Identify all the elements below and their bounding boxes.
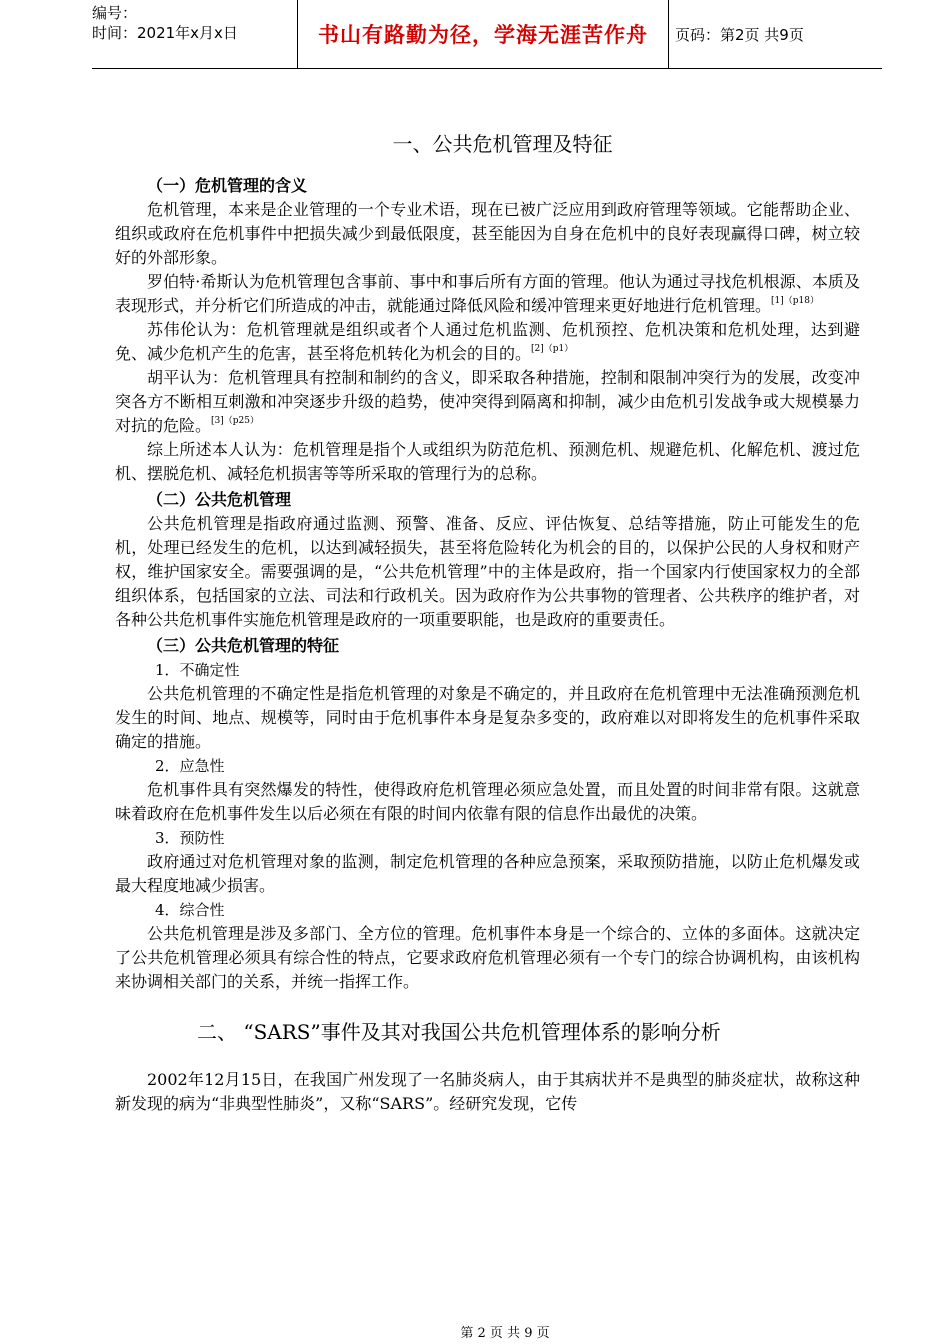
feature-label-3: 3．预防性 <box>155 829 225 847</box>
page-footer: 第 2 页 共 9 页 <box>460 1326 550 1341</box>
sub1-paragraph-1: 危机管理，本来是企业管理的一个专业术语，现在已被广泛应用到政府管理等领域。它能帮助企业、组织或政府在危机事件中把损失减少到最低限度，甚至能因为自身在危机中的良好表现赢得口碑，树立较好的外部形象。 <box>115 200 860 267</box>
page-header <box>92 0 882 69</box>
feature-label-2: 2．应急性 <box>155 757 225 775</box>
section2-paragraph-1: 2002年12月15日，在我国广州发现了一名肺炎病人，由于其病状并不是典型的肺炎症状，故称这种新发现的病为“非典型性肺炎”，又称“SARS”。经研究发现，它传 <box>115 1070 860 1113</box>
citation: [2]（p1） <box>531 344 574 354</box>
feature-text-1: 公共危机管理的不确定性是指危机管理的对象是不确定的，并且政府在危机管理中无法准确预测危机发生的时间、地点、规模等，同时由于危机事件本身是复杂多变的，政府难以对即将发生的危机事件采取确定的措施。 <box>115 684 860 751</box>
time-label: 时间：2021年x月x日 <box>92 24 238 42</box>
sub2-heading: （二）公共危机管理 <box>147 490 292 509</box>
number-label: 编号： <box>92 4 138 22</box>
sub2-paragraph-1: 公共危机管理是指政府通过监测、预警、准备、反应、评估恢复、总结等措施，防止可能发生的危机，处理已经发生的危机，以达到减轻损失，甚至将危险转化为机会的目的，以保护公民的人身权和财产权，维护国家安全。需要强调的是，“公共危机管理”中的主体是政府，指一个国家内行使国家权力的全部组织体系，包括国家的立法、司法和行政机关。因为政府作为公共事物的管理者、公共秩序的维护者，对各种公共危机事件实施危机管理是政府的一项重要职能，也是政府的重要责任。 <box>115 514 860 629</box>
sub1-paragraph-3: 苏伟伦认为：危机管理就是组织或者个人通过危机监测、危机预控、危机决策和危机处理，达到避免、减少危机产生的危害，甚至将危机转化为机会的目的。$^{[2](p1)}$ <box>115 320 860 363</box>
feature-label-1: 1．不确定性 <box>155 661 240 679</box>
header-motto-cell <box>297 0 669 68</box>
citation: [3]（p25） <box>211 416 259 426</box>
header-meta <box>92 0 292 71</box>
sub1-paragraph-2: 罗伯特·希斯认为危机管理包含事前、事中和事后所有方面的管理。他认为通过寻找危机根源、本质及表现形式，并分析它们所造成的冲击，就能通过降低风险和缓冲管理来更好地进行危机管理。$^{[1](p18)}$ <box>115 272 860 315</box>
header-motto: 书山有路勤为径，学海无涯苦作舟 <box>318 23 648 47</box>
document-body <box>115 130 860 1116</box>
sub1-paragraph-5: 综上所述本人认为：危机管理是指个人或组织为防范危机、预测危机、规避危机、化解危机、渡过危机、摆脱危机、减轻危机损害等等所采取的管理行为的总称。 <box>115 440 860 483</box>
sub1-paragraph-4: 胡平认为：危机管理具有控制和制约的含义，即采取各种措施，控制和限制冲突行为的发展，改变冲突各方不断相互刺激和冲突逐步升级的趋势，使冲突得到隔离和抑制，减少由危机引发战争或大规模暴力对抗的危险。$^{[3](p25)}$ <box>115 368 860 435</box>
feature-text-4: 公共危机管理是涉及多部门、全方位的管理。危机事件本身是一个综合的、立体的多面体。这就决定了公共危机管理必须具有综合性的特点，它要求政府危机管理必须有一个专门的综合协调机构，由该机构来协调相关部门的关系，并统一指挥工作。 <box>115 924 860 991</box>
section2-title: 二、 “SARS”事件及其对我国公共危机管理体系的影响分析 <box>197 1020 721 1044</box>
feature-label-4: 4．综合性 <box>155 901 225 919</box>
sub1-heading: （一）危机管理的含义 <box>147 176 308 195</box>
section1-title: 一、公共危机管理及特征 <box>392 132 613 156</box>
citation: [1]（p18） <box>771 296 819 306</box>
sub3-heading: （三）公共危机管理的特征 <box>147 636 340 655</box>
feature-text-2: 危机事件具有突然爆发的特性，使得政府危机管理必须应急处置，而且处置的时间非常有限。这就意味着政府在危机事件发生以后必须在有限的时间内依靠有限的信息作出最优的决策。 <box>115 780 860 823</box>
page-label: 页码：第2页 共9页 <box>675 25 804 44</box>
header-page-cell <box>675 0 875 68</box>
feature-text-3: 政府通过对危机管理对象的监测，制定危机管理的各种应急预案，采取预防措施，以防止危机爆发或最大程度地减少损害。 <box>115 852 860 895</box>
